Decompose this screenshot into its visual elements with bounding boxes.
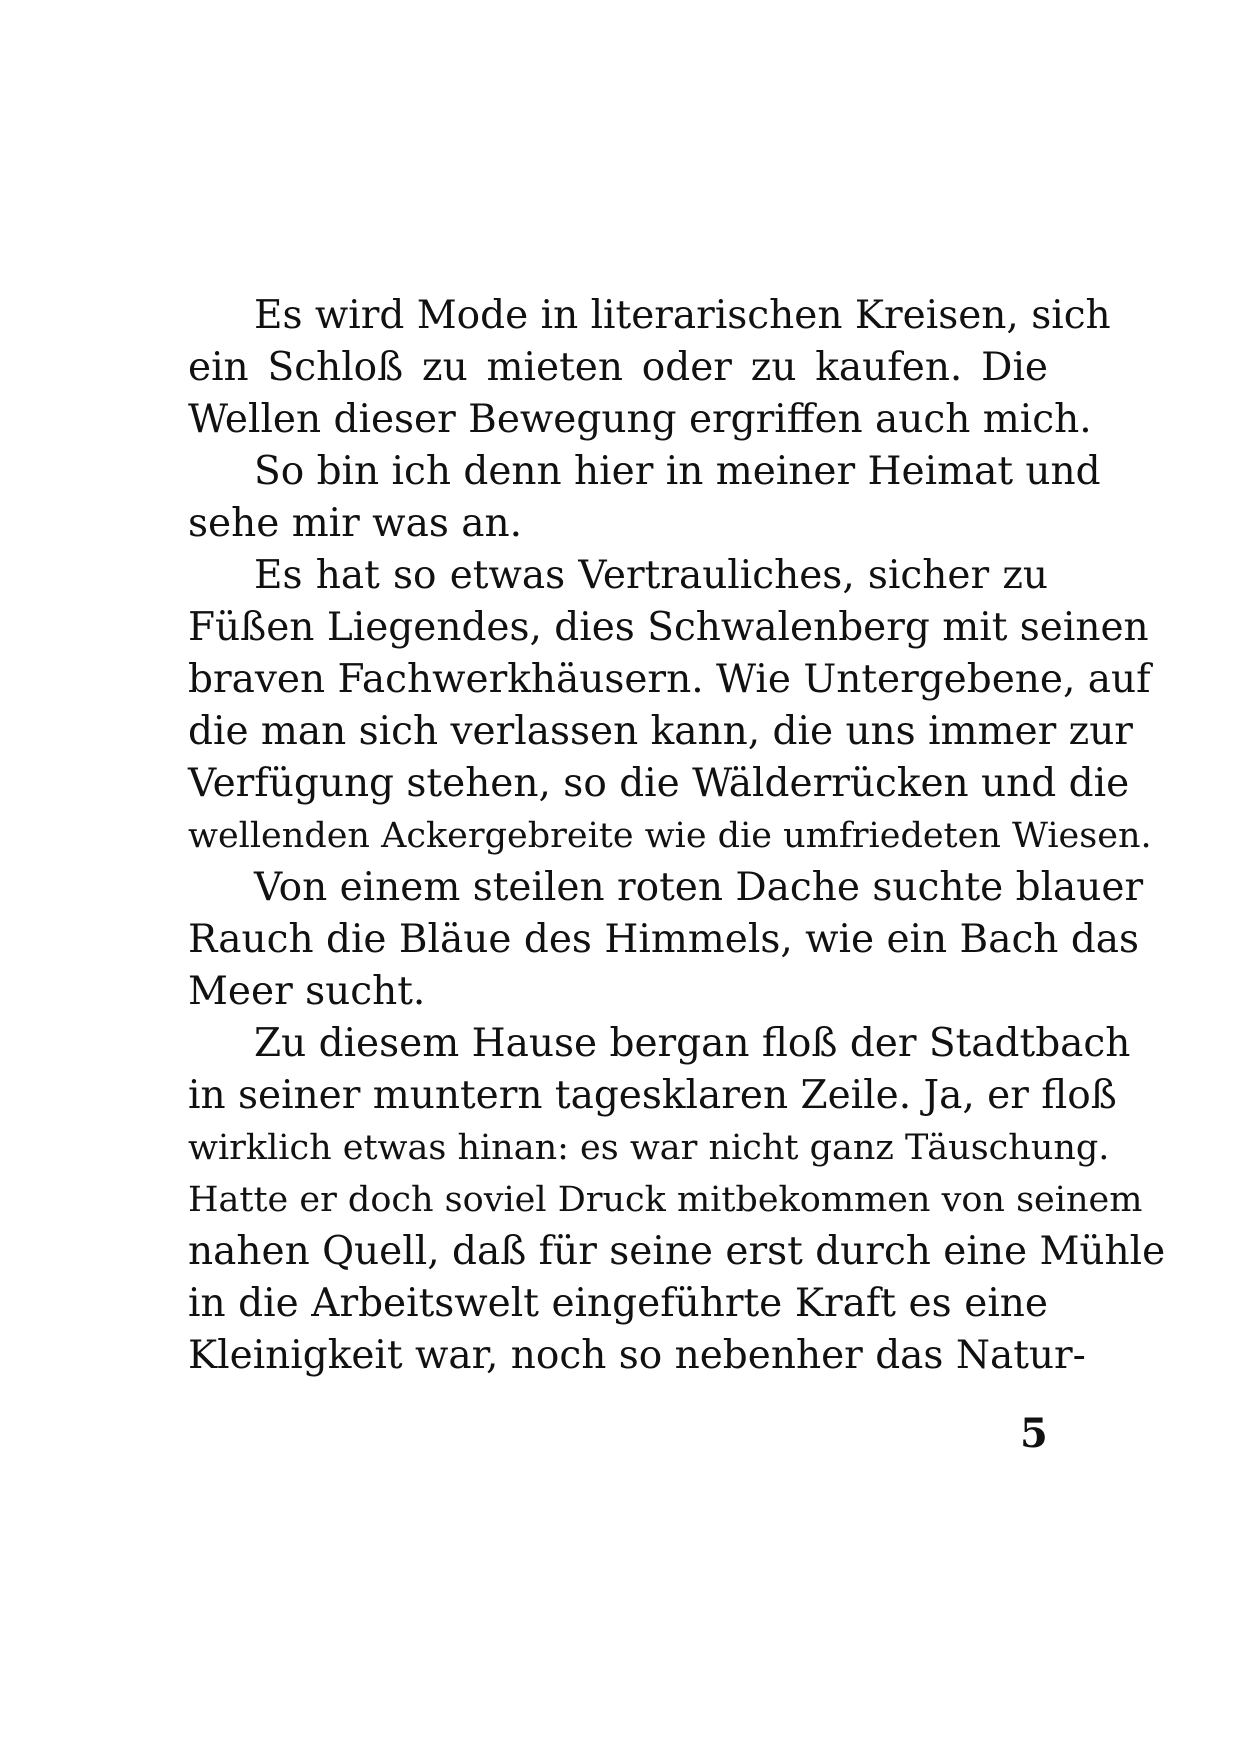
text-line-8: braven Fachwerkhäusern. Wie Untergebene, auf <box>188 657 1151 702</box>
text-line-20: in die Arbeitswelt eingeführte Kraft es eine <box>188 1281 1048 1326</box>
text-line-5: sehe mir was an. <box>188 501 522 546</box>
text-line-19: nahen Quell, daß für seine erst durch eine Mühle <box>188 1229 1166 1274</box>
text-line-14: Meer sucht. <box>188 969 426 1014</box>
text-line-17: wirklich etwas hinan: es war nicht ganz Täuschung. <box>188 1128 1110 1168</box>
text-line-9: die man sich verlassen kann, die uns immer zur <box>188 709 1133 754</box>
text-line-16: in seiner muntern tagesklaren Zeile. Ja, er floß <box>188 1073 1117 1118</box>
page-number: 5 <box>1020 1410 1048 1457</box>
text-line-12: Von einem steilen roten Dache suchte blauer <box>254 865 1144 910</box>
body-text <box>188 290 1166 1382</box>
text-line-11: wellenden Ackergebreite wie die umfriedeten Wiesen. <box>188 816 1152 856</box>
text-line-4: So bin ich denn hier in meiner Heimat und <box>254 449 1101 494</box>
text-line-18: Hatte er doch soviel Druck mitbekommen von seinem <box>188 1180 1143 1220</box>
text-line-3: Wellen dieser Bewegung ergriffen auch mich. <box>188 397 1092 442</box>
text-line-6: Es hat so etwas Vertrauliches, sicher zu <box>254 553 1048 598</box>
text-line-7: Füßen Liegendes, dies Schwalenberg mit seinen <box>188 605 1149 650</box>
text-line-13: Rauch die Bläue des Himmels, wie ein Bach das <box>188 917 1140 962</box>
text-line-21: Kleinigkeit war, noch so nebenher das Natur- <box>188 1333 1086 1378</box>
text-line-1: Es wird Mode in literarischen Kreisen, sich <box>254 293 1111 338</box>
text-line-2: ein Schloß zu mieten oder zu kaufen. Die <box>188 345 1048 390</box>
text-line-10: Verfügung stehen, so die Wälderrücken und die <box>188 761 1130 806</box>
text-line-15: Zu diesem Hause bergan floß der Stadtbach <box>254 1021 1131 1066</box>
